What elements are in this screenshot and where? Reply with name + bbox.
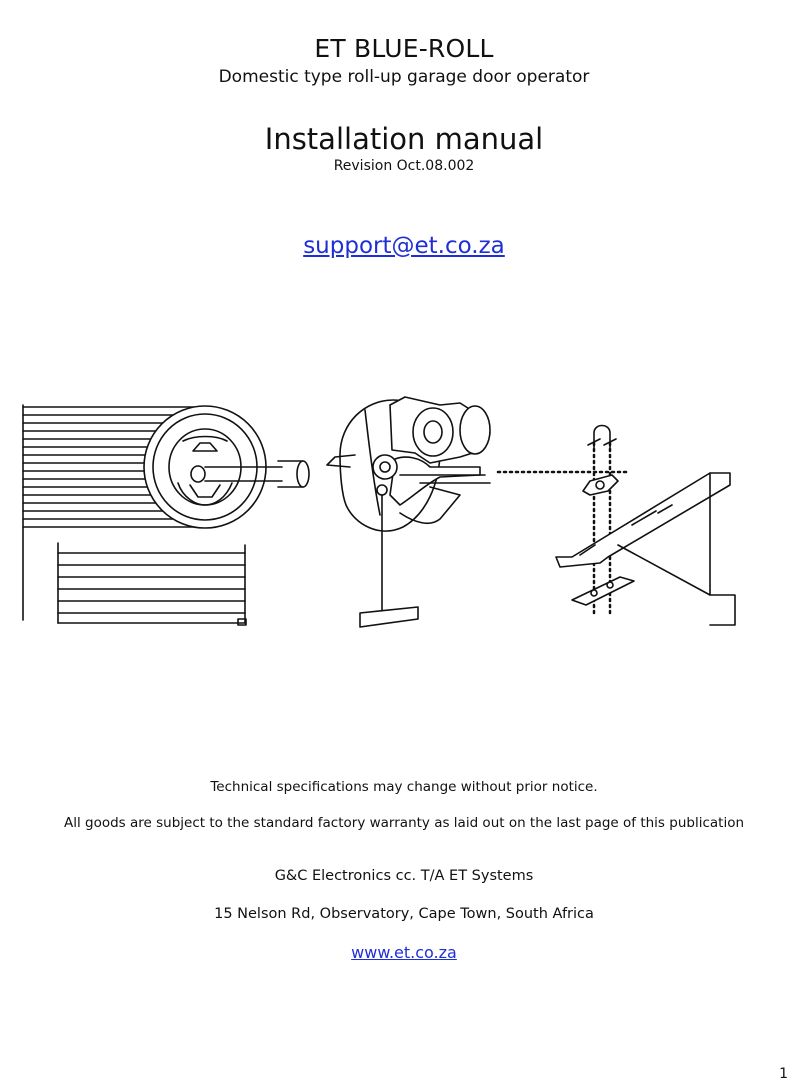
website-link[interactable]: www.et.co.za	[351, 943, 457, 962]
mounting-bracket-drawing	[556, 473, 735, 625]
door-drum-drawing	[144, 406, 309, 528]
support-email-link[interactable]: support@et.co.za	[303, 233, 505, 259]
manual-heading: Installation manual	[264, 122, 544, 156]
u-bolt-drawing	[583, 426, 618, 496]
support-email-row	[0, 233, 808, 259]
garage-door-operator-diagram	[20, 395, 740, 640]
revision-label: Revision Oct.08.002	[333, 158, 475, 174]
document-title: ET BLUE-ROLL	[314, 34, 494, 63]
website-row	[0, 943, 808, 962]
document-subtitle: Domestic type roll-up garage door operator	[218, 67, 590, 87]
company-address: 15 Nelson Rd, Observatory, Cape Town, South Africa	[214, 906, 594, 922]
motor-unit-drawing	[327, 397, 490, 627]
page-number: 1	[779, 1066, 788, 1082]
warranty-notice: All goods are subject to the standard factory warranty as laid out on the last page of this publication	[63, 815, 745, 831]
company-name: G&C Electronics cc. T/A ET Systems	[274, 868, 534, 884]
spec-change-notice: Technical specifications may change without prior notice.	[210, 779, 598, 795]
